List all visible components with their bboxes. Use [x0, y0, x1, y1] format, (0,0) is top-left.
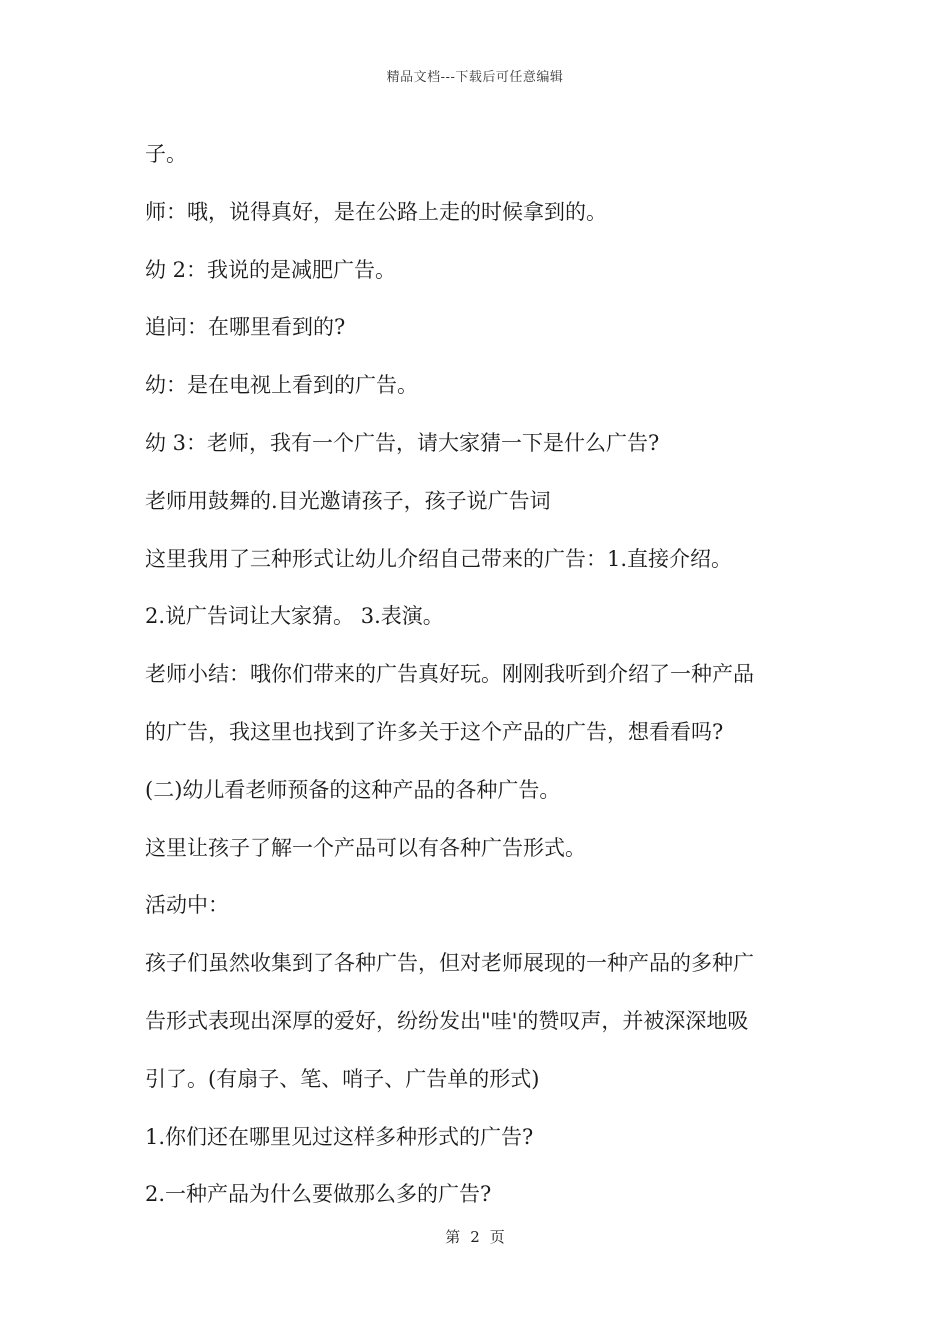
text-line: 师：哦，说得真好，是在公路上走的时候拿到的。: [145, 199, 607, 224]
page-number-suffix: 页: [489, 1228, 505, 1246]
text-line: 这里我用了三种形式让幼儿介绍自己带来的广告：1.直接介绍。: [145, 546, 733, 571]
text-line: 告形式表现出深厚的爱好，纷纷发出"哇'的赞叹声，并被深深地吸: [145, 1008, 749, 1033]
text-line: 引了。(有扇子、笔、哨子、广告单的形式): [145, 1066, 540, 1091]
text-line: 活动中：: [145, 893, 229, 918]
text-line: 的广告，我这里也找到了许多关于这个产品的广告，想看看吗?: [145, 719, 724, 744]
page-number-prefix: 第: [445, 1228, 461, 1246]
text-line: 2.说广告词让大家猜。 3.表演。: [145, 604, 444, 629]
text-line: 子。: [145, 142, 187, 166]
text-line: (二)幼儿看老师预备的这种产品的各种广告。: [145, 777, 561, 802]
text-line: 老师小结：哦你们带来的广告真好玩。刚刚我听到介绍了一种产品: [145, 662, 754, 687]
text-line: 幼 3：老师，我有一个广告，请大家猜一下是什么广告?: [145, 430, 660, 455]
text-line: 追问：在哪里看到的?: [145, 315, 346, 340]
page-footer: [0, 1226, 950, 1247]
text-line: 孩子们虽然收集到了各种广告，但对老师展现的一种产品的多种广: [145, 951, 754, 976]
document-body: [145, 126, 813, 1224]
page-header: 精品文档---下载后可任意编辑: [386, 70, 564, 85]
text-line: 老师用鼓舞的.目光邀请孩子，孩子说广告词: [145, 488, 551, 513]
text-line: 这里让孩子了解一个产品可以有各种广告形式。: [145, 835, 586, 860]
page-number: 2: [470, 1228, 480, 1246]
text-line: 幼：是在电视上看到的广告。: [145, 373, 418, 398]
text-line: 2.一种产品为什么要做那么多的广告?: [145, 1182, 492, 1207]
text-line: 1.你们还在哪里见过这样多种形式的广告?: [145, 1124, 534, 1149]
text-line: 幼 2：我说的是减肥广告。: [145, 257, 397, 282]
